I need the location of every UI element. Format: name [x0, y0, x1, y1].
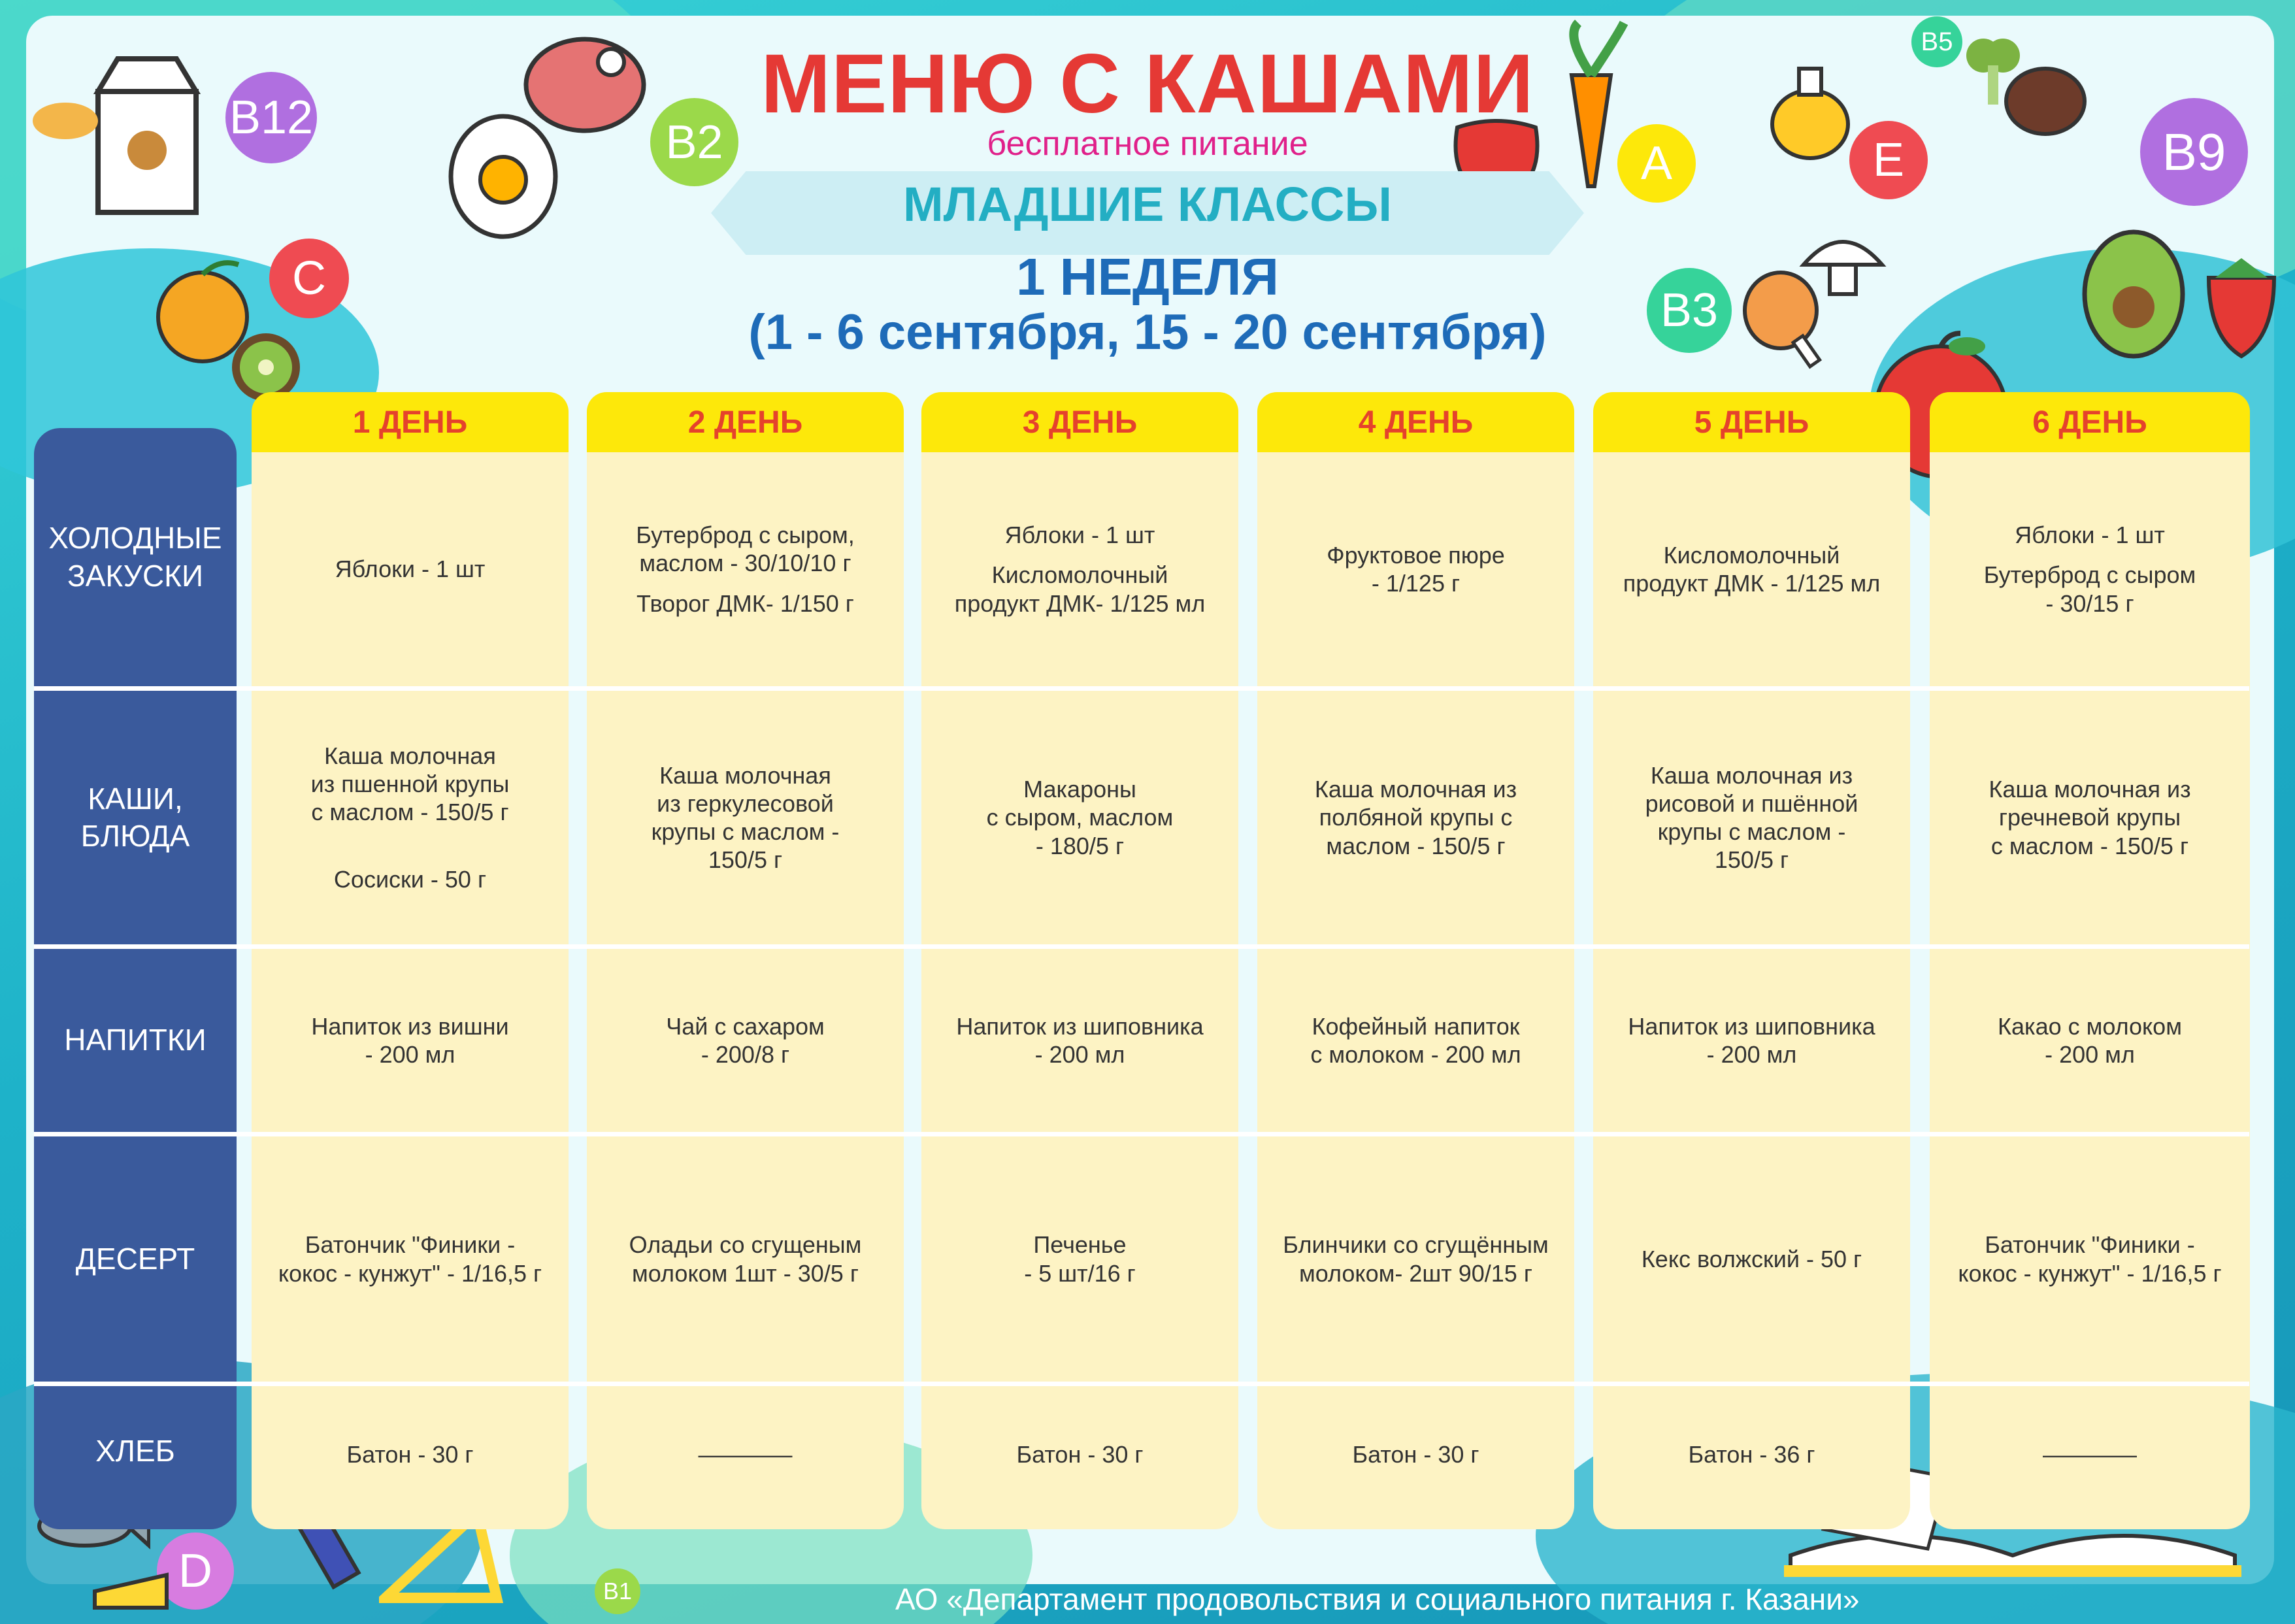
menu-cell — [1257, 949, 1574, 1132]
day-body — [252, 452, 569, 1529]
menu-item: Фруктовое пюре - 1/125 г — [1327, 541, 1505, 597]
menu-item: Чай с сахаром - 200/8 г — [666, 1012, 825, 1068]
menu-item: Батон - 30 г — [1352, 1441, 1479, 1468]
cheese-icon — [91, 1555, 170, 1614]
menu-item: Напиток из шиповника - 200 мл — [956, 1012, 1204, 1068]
vitamin-label: C — [292, 252, 326, 305]
menu-cell — [1257, 1386, 1574, 1523]
row-divider — [34, 1382, 2249, 1386]
vitamin-label: A — [1640, 137, 1673, 190]
vitamin-b1-badge — [595, 1568, 640, 1614]
menu-cell — [921, 691, 1238, 944]
menu-item: Кофейный напиток с молоком - 200 мл — [1310, 1012, 1521, 1068]
menu-item: Кисломолочный продукт ДМК- 1/125 мл — [954, 561, 1206, 617]
row-header-dessert: ДЕСЕРТ — [75, 1241, 195, 1276]
menu-cell — [252, 949, 569, 1132]
menu-cell — [587, 452, 904, 686]
footer-organization: АО «Департамент продовольствия и социального питания г. Казани» — [895, 1582, 1860, 1616]
menu-item: Каша молочная из гречневой крупы с маслом - 150/5 г — [1989, 776, 2191, 859]
menu-item: Печенье - 5 шт/16 г — [1024, 1231, 1136, 1287]
menu-cell — [1593, 452, 1910, 686]
menu-cell — [587, 1386, 904, 1523]
menu-item: Батончик "Финики - кокос - кунжут" - 1/16,5 г — [1958, 1231, 2222, 1287]
menu-item: Батон - 30 г — [346, 1441, 474, 1468]
date-range: (1 - 6 сентября, 15 - 20 сентября) — [748, 305, 1547, 360]
menu-item: Оладьи со сгущеным молоком 1шт - 30/5 г — [629, 1231, 862, 1287]
day-header: 5 ДЕНЬ — [1593, 392, 1910, 452]
day-column-4 — [1257, 392, 1574, 1529]
menu-cell — [252, 452, 569, 686]
menu-cell — [1257, 452, 1574, 686]
menu-item: Батончик "Финики - кокос - кунжут" - 1/16,5 г — [278, 1231, 542, 1287]
vitamin-label: B3 — [1660, 284, 1719, 337]
menu-item: Каша молочная из геркулесовой крупы с маслом - 150/5 г — [651, 761, 840, 874]
menu-cell — [921, 1386, 1238, 1523]
day-body — [587, 452, 904, 1529]
menu-cell — [252, 1386, 569, 1523]
day-body — [1593, 452, 1910, 1529]
day-header: 2 ДЕНЬ — [587, 392, 904, 452]
day-header: 4 ДЕНЬ — [1257, 392, 1574, 452]
menu-item: Кекс волжский - 50 г — [1641, 1245, 1862, 1272]
day-header: 3 ДЕНЬ — [921, 392, 1238, 452]
menu-item: Напиток из вишни - 200 мл — [311, 1012, 509, 1068]
menu-item: Какао с молоком - 200 мл — [1998, 1012, 2182, 1068]
class-group-label: МЛАДШИЕ КЛАССЫ — [903, 177, 1392, 231]
menu-item: Батон - 30 г — [1016, 1441, 1144, 1468]
vitamin-label: E — [1872, 134, 1905, 186]
row-divider — [34, 686, 2249, 691]
menu-cell — [1257, 691, 1574, 944]
day-body — [921, 452, 1238, 1529]
menu-cell — [1930, 1386, 2250, 1523]
menu-item: Яблоки - 1 шт — [335, 555, 486, 583]
menu-item: Сосиски - 50 г — [333, 866, 487, 893]
row-header-drinks: НАПИТКИ — [64, 1023, 206, 1057]
day-column-1 — [252, 392, 569, 1529]
vitamin-label: B2 — [665, 116, 723, 169]
menu-cell — [587, 949, 904, 1132]
day-header: 6 ДЕНЬ — [1930, 392, 2250, 452]
menu-cell — [252, 691, 569, 944]
row-header-bread: ХЛЕБ — [95, 1434, 175, 1468]
menu-item: Напиток из шиповника - 200 мл — [1628, 1012, 1875, 1068]
vitamin-label: B9 — [2162, 122, 2226, 181]
menu-cell — [1930, 949, 2250, 1132]
menu-cell — [921, 452, 1238, 686]
menu-cell — [1593, 691, 1910, 944]
menu-item: Кисломолочный продукт ДМК - 1/125 мл — [1623, 541, 1881, 597]
week-label: 1 НЕДЕЛЯ — [1016, 248, 1279, 306]
menu-cell — [1593, 1136, 1910, 1382]
menu-cell — [1930, 1136, 2250, 1382]
row-header-cold-snacks: ХОЛОДНЫЕ ЗАКУСКИ — [48, 521, 222, 593]
vitamin-label: B12 — [229, 91, 314, 144]
menu-item: Батон - 36 г — [1688, 1441, 1815, 1468]
menu-cell — [587, 691, 904, 944]
row-header-porridge: КАШИ, БЛЮДА — [80, 781, 190, 853]
menu-cell — [1257, 1136, 1574, 1382]
vitamin-label: D — [178, 1545, 212, 1597]
menu-cell — [1930, 691, 2250, 944]
day-body — [1930, 452, 2250, 1529]
menu-item: Яблоки - 1 шт — [1004, 522, 1155, 549]
menu-item: Макароны с сыром, маслом - 180/5 г — [986, 776, 1174, 859]
menu-item: Творог ДМК- 1/150 г — [636, 589, 854, 617]
menu-item: Бутерброд с сыром, маслом - 30/10/10 г — [636, 522, 855, 577]
menu-item: Блинчики со сгущённым молоком- 2шт 90/15 г — [1283, 1231, 1549, 1287]
page-title: МЕНЮ С КАШАМИ — [761, 37, 1534, 131]
menu-cell — [1593, 1386, 1910, 1523]
menu-item: Каша молочная из рисовой и пшённой крупы с маслом - 150/5 г — [1645, 761, 1858, 874]
day-header: 1 ДЕНЬ — [252, 392, 569, 452]
day-column-3 — [921, 392, 1238, 1529]
menu-cell — [587, 1136, 904, 1382]
day-column-6 — [1930, 392, 2250, 1529]
menu-item: ———— — [698, 1441, 793, 1468]
vitamin-label: B1 — [603, 1578, 633, 1604]
menu-item: Каша молочная из пшенной крупы с маслом - 150/5 г — [310, 742, 510, 825]
menu-cell — [921, 949, 1238, 1132]
day-column-2 — [587, 392, 904, 1529]
menu-item: ———— — [2043, 1441, 2137, 1468]
menu-cell — [1593, 949, 1910, 1132]
row-divider — [34, 1132, 2249, 1136]
menu-cell — [921, 1136, 1238, 1382]
page-subtitle: бесплатное питание — [987, 125, 1308, 163]
menu-item: Яблоки - 1 шт — [2015, 522, 2165, 549]
vitamin-label: B5 — [1921, 27, 1953, 56]
menu-cell — [252, 1136, 569, 1382]
menu-cell — [1930, 452, 2250, 686]
day-body — [1257, 452, 1574, 1529]
row-divider — [34, 944, 2249, 949]
menu-item: Бутерброд с сыром - 30/15 г — [1983, 561, 2196, 617]
day-column-5 — [1593, 392, 1910, 1529]
menu-item: Каша молочная из полбяной крупы с маслом - 150/5 г — [1314, 776, 1517, 859]
